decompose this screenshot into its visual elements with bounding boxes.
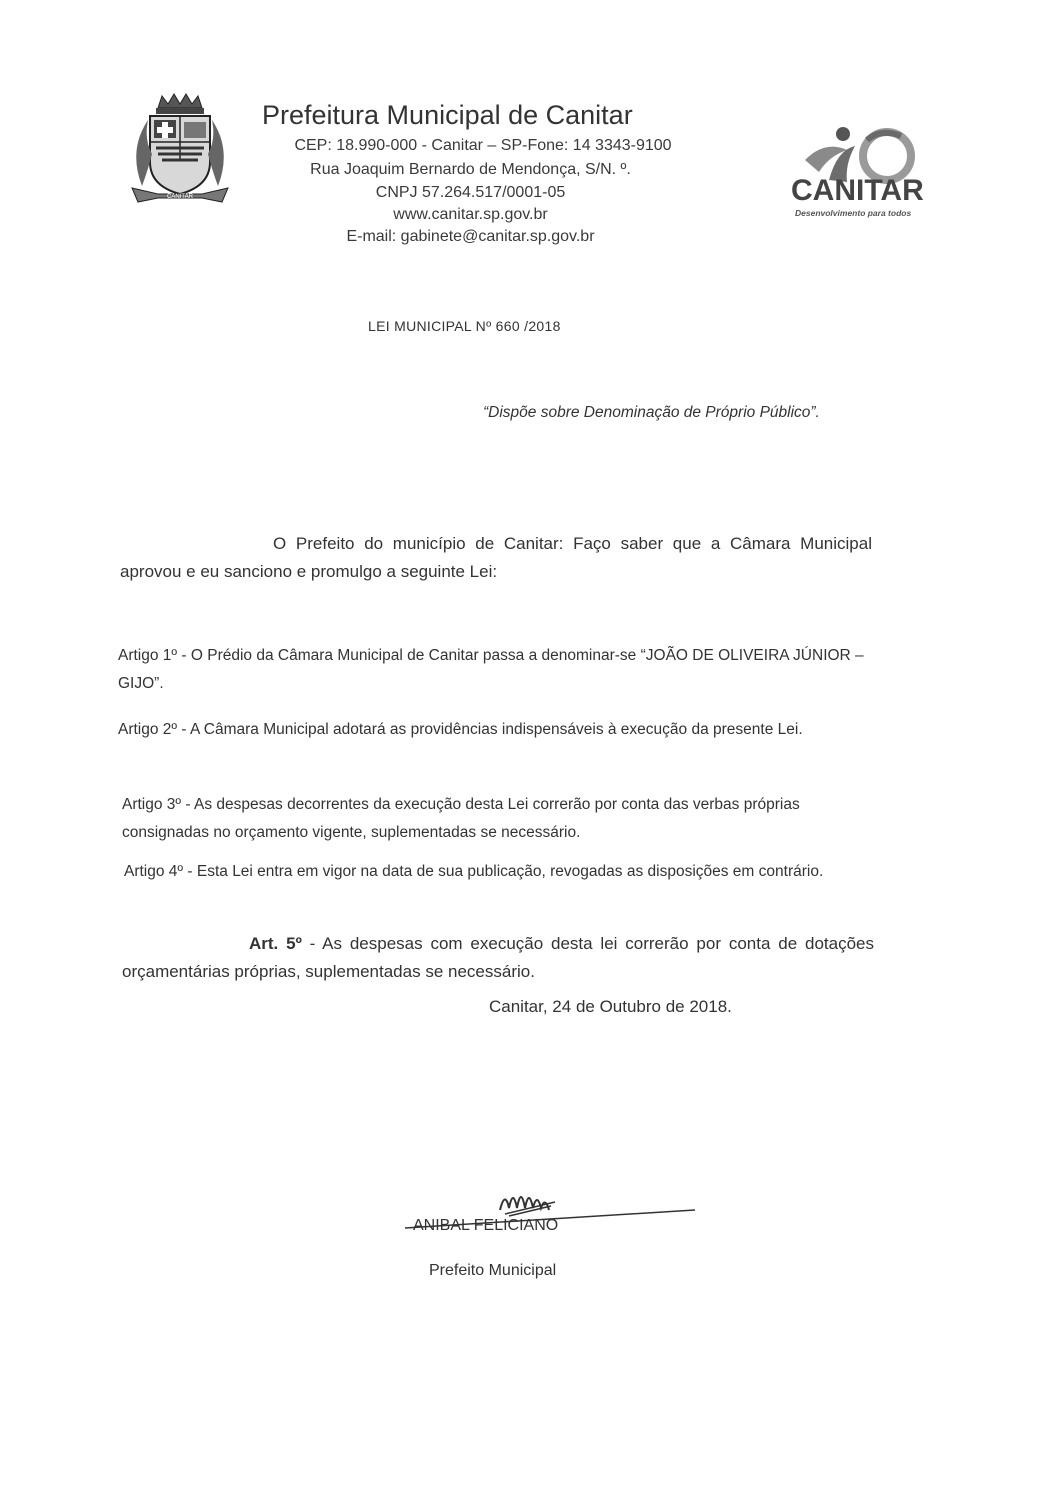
crest-banner-text: CANITAR [167, 194, 193, 200]
article-5 [122, 930, 874, 986]
article-1-label: Artigo 1º [118, 647, 178, 664]
canitar-logo-icon [785, 120, 965, 220]
document-header-title: Prefeitura Municipal de Canitar [262, 100, 633, 130]
header-cnpj-line: CNPJ 57.264.517/0001-05 [375, 184, 566, 201]
article-2-text: - A Câmara Municipal adotará as providências indispensáveis à execução da presente Lei. [177, 721, 803, 738]
article-3-label: Artigo 3º [122, 796, 182, 813]
signatory-name: ANIBAL FELICIANO [413, 1217, 559, 1234]
coat-of-arms-icon [118, 90, 238, 208]
law-ementa: “Dispõe sobre Denominação de Próprio Público”. [483, 404, 820, 421]
logo-tagline: Desenvolvimento para todos [795, 208, 912, 218]
article-2 [118, 716, 878, 744]
article-4-text: - Esta Lei entra em vigor na data de sua publicação, revogadas as disposições em contrário. [183, 863, 824, 880]
header-website-line: www.canitar.sp.gov.br [393, 206, 548, 223]
article-5-text: - As despesas com execução desta lei correrão por conta de dotações orçamentárias próprias, suplementadas se necessário. [122, 934, 874, 981]
article-2-label: Artigo 2º [118, 721, 178, 738]
article-4 [124, 858, 839, 886]
article-1 [118, 642, 878, 698]
header-email-line: E-mail: gabinete@canitar.sp.gov.br [346, 228, 595, 245]
article-3-text: - As despesas decorrentes da execução desta Lei correrão por conta das verbas próprias consignadas no orçamento vigente, suplementadas se necessário. [122, 796, 800, 841]
article-1-text: - O Prédio da Câmara Municipal de Canitar passa a denominar-se “JOÃO DE OLIVEIRA JÚNIOR – GIJO”. [118, 647, 864, 692]
signatory-role: Prefeito Municipal [429, 1262, 557, 1279]
article-5-label: Art. 5º [249, 934, 302, 953]
article-4-label: Artigo 4º [124, 863, 184, 880]
header-cep-line: CEP: 18.990-000 - Canitar – SP-Fone: 14 3343-9100 [294, 137, 672, 154]
document-date: Canitar, 24 de Outubro de 2018. [489, 997, 732, 1016]
law-intro-paragraph: O Prefeito do município de Canitar: Faço saber que a Câmara Municipal aprovou e eu sanciono e promulgo a seguinte Lei: [120, 534, 872, 581]
article-3 [122, 791, 822, 847]
law-title: LEI MUNICIPAL Nº 660 /2018 [368, 318, 561, 334]
header-address-line: Rua Joaquim Bernardo de Mendonça, S/N. º. [310, 161, 631, 178]
logo-wordmark: CANITAR [791, 174, 924, 207]
